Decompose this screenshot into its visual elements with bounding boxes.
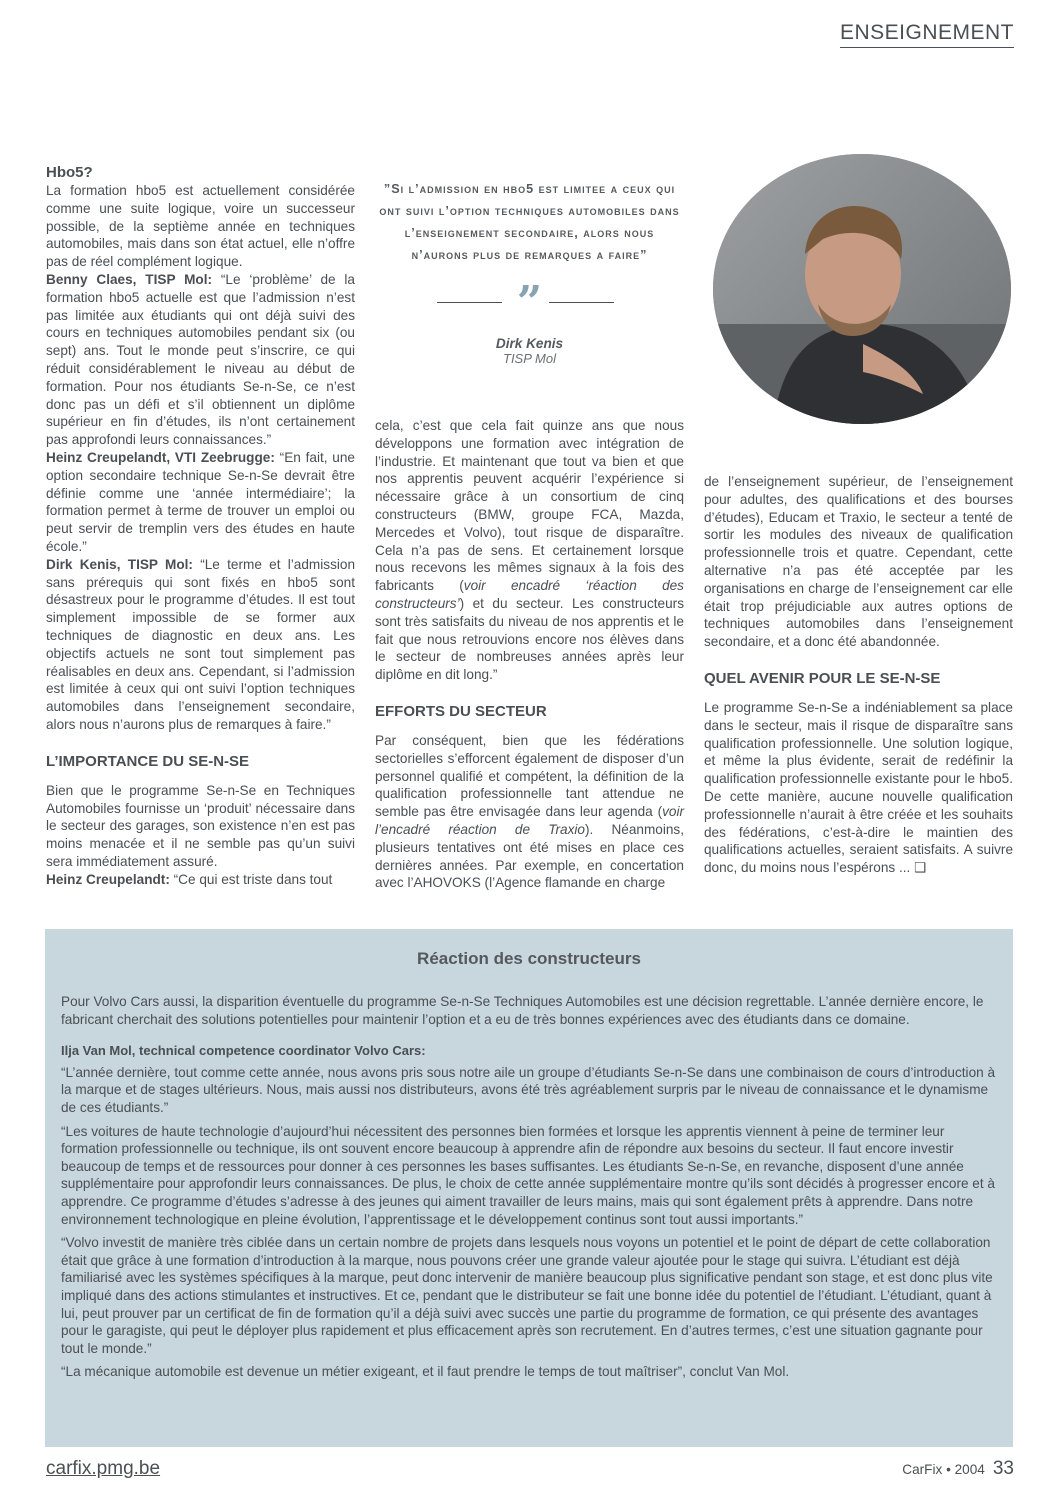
- paragraph: Bien que le programme Se-n-Se en Techniques Automobiles fournisse un ‘produit’ nécessaire dans le secteur des garages, son existence n’en est pas moins menacée et il ne semble pas qu’un suivi sera immédiatement assuré.: [46, 782, 355, 869]
- paragraph: Heinz Creupelandt, VTI Zeebrugge: “En fait, une option secondaire technique Se-n-Se devrait être définie comme une ‘année intermédiaire’; la formation permet à terme de trouver un emploi ou peut servir de tremplin vers des études en haute école.”: [46, 449, 355, 554]
- box-title: Réaction des constructeurs: [417, 949, 641, 968]
- portrait-photo: [713, 154, 1011, 424]
- heading-hbo5: Hbo5?: [46, 164, 93, 181]
- divider: [549, 302, 614, 303]
- paragraph: Benny Claes, TISP Mol: “Le ‘problème’ de la formation hbo5 actuelle est que l’admission n’est pas limitée aux étudiants qui ont déjà suivi des cours en techniques automobiles pendant six (ou sept) ans. Tout le monde peut s’inscrire, ce qui réduit considérablement le niveau au début de formation. Pour nos étudiants Se-n-Se, ce n’est donc pas un défi et s’il obtiennent un diplôme supérieur en fin d’études, ils n’ont certainement pas approfondi leurs connaissances.”: [46, 271, 355, 448]
- box-quote: “La mécanique automobile est devenue un métier exigeant, et il faut prendre le temps de tout maîtriser”, conclut Van Mol.: [61, 1364, 790, 1380]
- column-2: [375, 417, 684, 892]
- page-number: 33: [992, 1458, 1014, 1479]
- speaker-name: Dirk Kenis, TISP Mol:: [46, 556, 193, 572]
- paragraph: cela, c’est que cela fait quinze ans que nous développons une formation avec intégration de l’industrie. Et maintenant que tout va bien et que nos apprentis peuvent acquérir l’expérience si nécessaire grâce à un consortium de cinq constructeurs (BMW, groupe FCA, Mazda, Mercedes et Volvo), tout risque de disparaître. Cela n’a pas de sens. Et certainement lorsque nous recevons les mêmes signaux à la fois des fabricants (voir encadré ‘réaction des constructeurs’) et du secteur. Les constructeurs sont très satisfaits du niveau de nos apprentis et le fait que nous retrouvions encore nos élèves dans le secteur de nombreuses années après leur diplôme en dit long.”: [375, 418, 684, 683]
- pull-quote: [375, 178, 684, 366]
- portrait-illustration: [713, 154, 1011, 424]
- box-quote: “Les voitures de haute technologie d’aujourd’hui nécessitent des personnes bien formées et lorsque les apprentis viennent à peine de terminer leur formation professionnelle ou technique, ils ont souvent encore beaucoup à apprendre afin de répondre aux besoins du secteur. Il faut encore investir beaucoup de temps et de ressources pour donner à ces personnes les bases suffisantes. Les étudiants Se-n-Se, en revanche, disposent d’une année supplémentaire pour approfondir leurs connaissances. De plus, le choix de cette année supplémentaire montre qu’ils sont décidés à progresser encore et à apprendre. Ce programme d’études s’adresse à des jeunes qui aiment travailler de leurs mains, mais qui sont également prêts à apprendre. Dans notre environnement technologique en pleine évolution, l’apprentissage et le développement continus sont tout aussi importants.”: [61, 1123, 995, 1227]
- box-body: [61, 993, 997, 1387]
- section-label: ENSEIGNEMENT: [840, 20, 1014, 48]
- column-3: [704, 473, 1013, 877]
- speaker-name: Benny Claes, TISP Mol:: [46, 271, 213, 287]
- subheading: QUEL AVENIR POUR LE SE-N-SE: [704, 669, 941, 687]
- footer-url[interactable]: carfix.pmg.be: [46, 1458, 161, 1479]
- publication-label: CarFix • 2004: [902, 1462, 985, 1477]
- footer-info: [902, 1458, 1014, 1480]
- paragraph: Le programme Se-n-Se a indéniablement sa place dans le secteur, mais il risque de disparaître sans qualification professionnelle. Une solution logique, et même la plus évidente, serait de redéfinir la qualification professionnelle existante pour le hbo5. De cette manière, aucune nouvelle qualification professionnelle n’aurait à être créée et les souhaits des fédérations, c’est-à-dire le maintien des qualifications actuelles, seraient satisfaits. A suivre donc, du moins nous l’espérons ... ❑: [704, 699, 1013, 876]
- sidebar-box: [45, 929, 1013, 1447]
- subheading: L’IMPORTANCE DU SE-N-SE: [46, 752, 250, 770]
- box-quote: “L’année dernière, tout comme cette année, nous avons pris sous notre aile un groupe d’étudiants Se-n-Se dans une combinaison de cours d’introduction à la marque et de stages ultérieurs. Nous, mais aussi nos distributeurs, avons été très agréablement surpris par le niveau de connaissance et le dynamisme de ces étudiants.”: [61, 1064, 996, 1115]
- subheading: EFFORTS DU SECTEUR: [375, 702, 547, 720]
- paragraph: La formation hbo5 est actuellement considérée comme une suite logique, voire un successeur possible, de la septième année en techniques automobiles, mais dans son état actuel, elle n’offre pas de réel complément logique.: [46, 183, 355, 270]
- paragraph: de l’enseignement supérieur, de l’enseignement pour adultes, des qualifications et des bourses d’études), Educam et Traxio, le secteur a tenté de sortir les modules des niveaux de qualification professionnelle trois et quatre. Cependant, cette alternative n’a pas été acceptée par les organisations en charge de l’enseignement car elle était trop préjudiciable aux autres options de techniques automobiles dans l’enseignement secondaire, et a donc été abandonnée.: [704, 474, 1013, 650]
- paragraph: Dirk Kenis, TISP Mol: “Le terme et l’admission sans prérequis qui sont fixés en hbo5 sont désastreux pour le programme d’études. Il est tout simplement impossible de se former aux techniques de diagnostic en deux ans. Les objectifs actuels ne sont tout simplement pas réalisables en deux ans. Cependant, si l’admission est limitée à ceux qui ont suivi l’option techniques automobiles dans l’enseignement secondaire, alors nous n’aurons plus de remarques à faire.”: [46, 556, 356, 732]
- pull-quote-text: ”Si l’admission en hbo5 est limitee a ceux qui ont suivi l’option techniques automobiles dans l’enseignement secondaire, alors nous n’aurons plus de remarques a faire”: [379, 182, 680, 262]
- divider: [437, 302, 502, 303]
- quote-mark-icon: ”: [516, 277, 543, 328]
- paragraph: Par conséquent, bien que les fédérations sectorielles s’efforcent également de disposer d’un personnel qualifié et compétent, la définition de la qualification professionnelle tant attendue ne semble pas être envisagée dans leur agenda (voir l’encadré réaction de Traxio). Néanmoins, plusieurs tentatives ont été mises en place ces dernières années. Par exemple, en concertation avec l’AHOVOKS (l’Agence flamande en charge: [375, 732, 684, 891]
- quote-separator: [375, 277, 684, 328]
- box-speaker: Ilja Van Mol, technical competence coordinator Volvo Cars:: [61, 1043, 426, 1059]
- quote-author: Dirk Kenis: [495, 336, 564, 351]
- speaker-name: Heinz Creupelandt, VTI Zeebrugge:: [46, 449, 275, 465]
- column-1: [46, 164, 355, 888]
- end-mark-icon: ❑: [914, 860, 927, 876]
- paragraph: Heinz Creupelandt: “Ce qui est triste dans tout: [46, 871, 333, 887]
- speaker-name: Heinz Creupelandt:: [46, 871, 170, 887]
- box-quote: “Volvo investit de manière très ciblée dans un certain nombre de projets dans lesquels nous voyons un potentiel et le point de départ de cette collaboration était que grâce à une formation d’introduction à la marque, nous pouvons créer une grande valeur ajoutée pour le stage qui suivra. L’étudiant est déjà familiarisé avec les systèmes spécifiques à la marque, peut donc intervenir de manière beaucoup plus significative pendant son stage, et est donc plus vite impliqué dans des actions stimulantes et instructives. Et ce, pendant que le distributeur se fait une bonne idée du potentiel de l’étudiant. L’étudiant, quant à lui, peut prouver par un certificat de fin de formation qu’il a déjà suivi avec succès une partie du programme de formation, ce qui présente des avantages pour le garagiste, qui peut le déployer plus rapidement et plus efficacement après son recrutement. En d’autres termes, c’est une situation gagnante pour tout le monde.”: [61, 1235, 993, 1356]
- box-intro: Pour Volvo Cars aussi, la disparition éventuelle du programme Se-n-Se Techniques Automobiles est une décision regrettable. L’année dernière encore, le fabricant cherchait des solutions potentielles pour maintenir l’option et a eu de très bonnes expériences avec des étudiants dans ce domaine.: [61, 994, 984, 1027]
- quote-role: TISP Mol: [503, 351, 556, 366]
